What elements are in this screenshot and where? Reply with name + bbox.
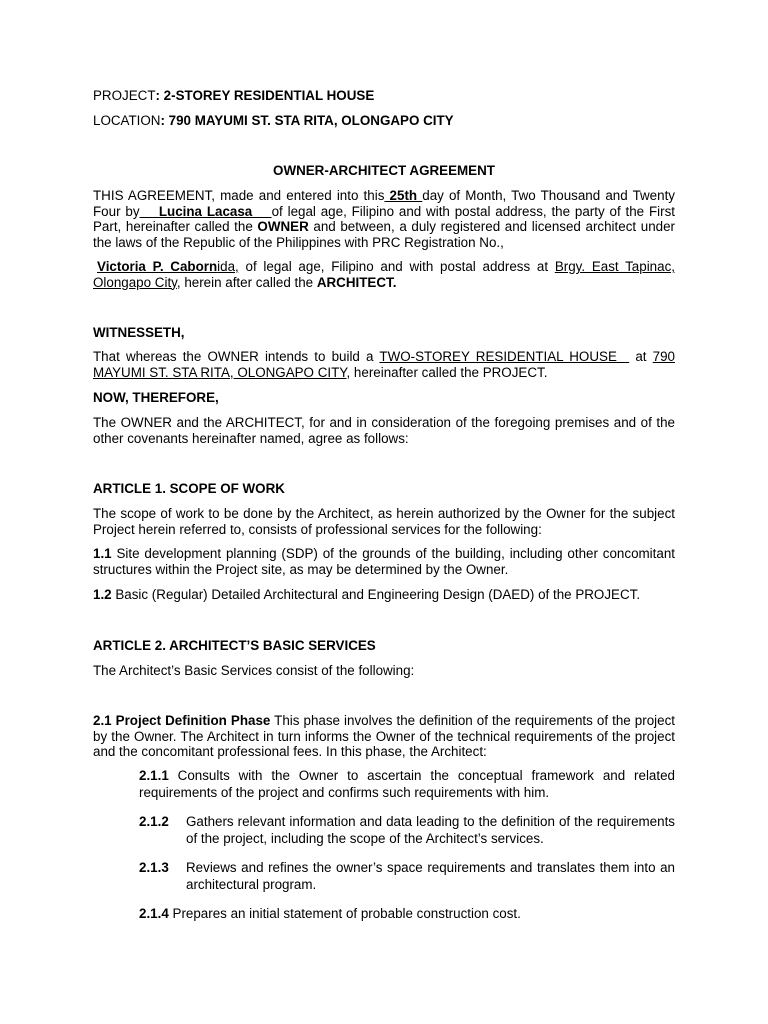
location-line: LOCATION: 790 MAYUMI ST. STA RITA, OLONGAPO CITY (93, 113, 454, 128)
phase-item: 2.1.1 Consults with the Owner to ascertain the conceptual framework and related requirements of the project and confirms such requirements with him. (139, 768, 675, 800)
architect-name: Victoria P. Caborn (97, 259, 218, 274)
project-line: PROJECT: 2-STOREY RESIDENTIAL HOUSE (93, 88, 375, 103)
phase-item: 2.1.3 Reviews and refines the owner’s space requirements and translates them into an architectural program. (139, 860, 675, 892)
witnesseth-heading: WITNESSETH, (93, 325, 185, 340)
article2-heading: ARTICLE 2. ARCHITECT’S BASIC SERVICES (93, 638, 376, 653)
phase-paragraph: 2.1 Project Definition Phase This phase involves the definition of the requirements of the project by the Owner. The Architect in turn informs the Owner of the technical requirements of the project and the concomitant professional fees. In this phase, the Architect: (93, 713, 675, 759)
therefore-paragraph: The OWNER and the ARCHITECT, for and in consideration of the foregoing premises and of the other covenants hereinafter named, agree as follows: (93, 415, 675, 446)
project-name: TWO-STOREY RESIDENTIAL HOUSE (379, 349, 630, 364)
witnesseth-paragraph: That whereas the OWNER intends to build a TWO-STOREY RESIDENTIAL HOUSE at 790 MAYUMI ST. STA RITA, OLONGAPO CITY, hereinafter called the PROJECT. (93, 349, 675, 380)
architect-address: Brgy. East Tapinac, Olongapo City (93, 259, 675, 290)
article1-heading: ARTICLE 1. SCOPE OF WORK (93, 481, 285, 496)
agreement-day: 25th (384, 188, 423, 203)
document-title: OWNER-ARCHITECT AGREEMENT (273, 163, 495, 178)
article1-item: 1.1 Site development planning (SDP) of the grounds of the building, including other concomitant structures within the Project site, as may be determined by the Owner. (93, 546, 675, 577)
therefore-heading: NOW, THEREFORE, (93, 390, 219, 405)
article1-intro: The scope of work to be done by the Architect, as herein authorized by the Owner for the subject Project herein referred to, consists of professional services for the following: (93, 506, 675, 537)
phase-item: 2.1.2 Gathers relevant information and data leading to the definition of the requirements of the project, including the scope of the Architect’s services. (139, 814, 675, 846)
intro-paragraph: THIS AGREEMENT, made and entered into this 25th day of Month, Two Thousand and Twenty Four by Lucina Lacasa of legal age, Filipino and with postal address, the party of the First Part, hereinafter called the OWNER and between, a duly registered and licensed architect under the laws of the Republic of the Philippines with PRC Registration No., (93, 188, 675, 250)
architect-paragraph: Victoria P. Cabornida, of legal age, Filipino and with postal address at Brgy. East Tapinac, Olongapo City, herein after called the ARCHITECT. (93, 259, 675, 290)
project-address: 790 MAYUMI ST. STA RITA, OLONGAPO CITY (93, 349, 675, 380)
article2-intro: The Architect’s Basic Services consist of the following: (93, 663, 415, 678)
article1-item: 1.2 Basic (Regular) Detailed Architectural and Engineering Design (DAED) of the PROJECT. (93, 587, 641, 602)
owner-name: Lucina Lacasa (139, 203, 272, 219)
phase-item: 2.1.4 Prepares an initial statement of probable construction cost. (139, 906, 521, 921)
